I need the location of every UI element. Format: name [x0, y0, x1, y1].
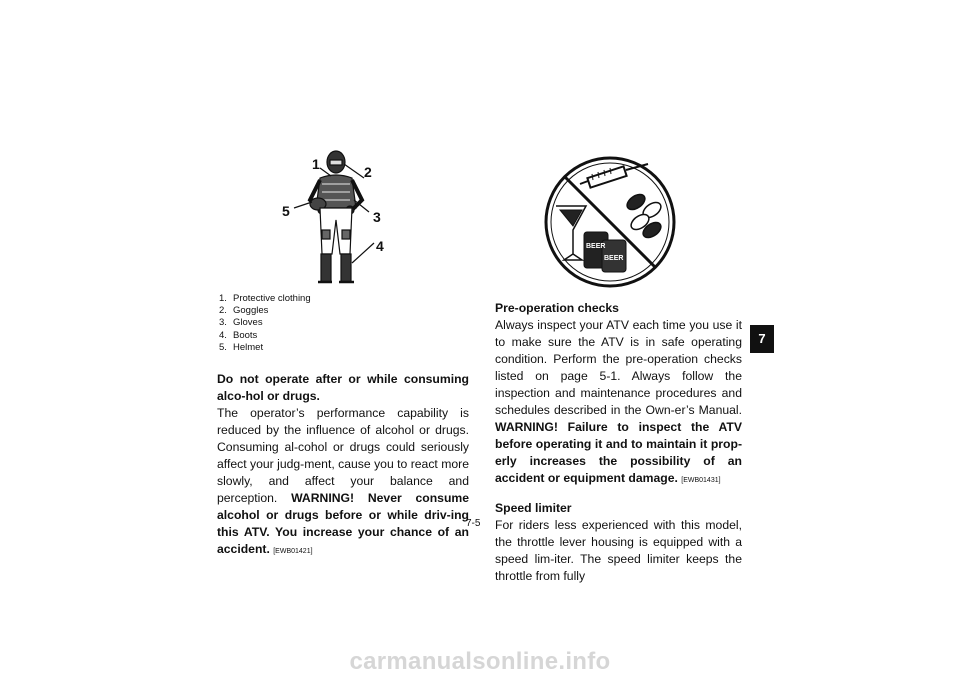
callout-4: 4: [376, 238, 384, 254]
callout-1: 1: [312, 156, 320, 172]
legend-item: 4. Boots: [219, 329, 258, 341]
warning-text: WARNING! Failure to inspect the ATV before operating it and to maintain it prop-erly increases the possibility of an accident or equipment damage.: [495, 420, 742, 485]
can-label-2: BEER: [604, 255, 624, 262]
section-body: Always inspect your ATV each time you use it to make sure the ATV is in safe operating condition. Perform the pre-operation checks listed on page 5-1. Always follow the inspection and maintenance procedures and schedules described in the Own-er’s Manual. WARNING! Failure to inspect the ATV before operating it and to maintain it prop-erly increases the possibility of an accident or equipment damage. [EWB01431]: [495, 318, 742, 485]
can-label-1: BEER: [586, 243, 606, 250]
section-heading: Pre-operation checks: [495, 301, 619, 315]
warning-text: WARNING! Never consume alcohol or drugs before or while driv-ing this ATV. You increase your chance of an accident.: [217, 491, 470, 556]
section-body: For riders less experienced with this model, the throttle lever housing is equipped with a speed lim-iter. The speed limiter keeps the throttle from fully: [495, 518, 742, 583]
callout-2: 2: [364, 164, 372, 180]
legend-item: 2. Goggles: [219, 305, 269, 317]
boot-shape: [321, 254, 331, 282]
legend-item: 5. Helmet: [219, 341, 264, 353]
pills-shape: [624, 191, 663, 240]
section-heading: Do not operate after or while consuming alco-hol or drugs.: [217, 372, 469, 403]
section-heading: Speed limiter: [495, 501, 572, 515]
warning-code: [EWB01431]: [681, 477, 721, 484]
page-number: 7-5: [466, 518, 481, 529]
legend-item: 3. Gloves: [219, 317, 263, 329]
syringe-shape: [580, 164, 648, 188]
pre-operation-section: [495, 300, 742, 585]
footer-watermark: carmanualsonline.info: [349, 648, 611, 675]
callout-3: 3: [373, 209, 381, 225]
section-body: The operator’s performance capability is reduced by the influence of alcohol or drugs. Consuming al-cohol or drugs could seriously affect your judg-ment, cause you to react more slowly, and affect your balance and perception. WARNING! Never consume alcohol or drugs before or while driv-ing this ATV. You increase your chance of an accident. [EWB01421]: [217, 406, 470, 556]
no-drugs-alcohol-sign: [540, 152, 680, 292]
figure-legend: [219, 293, 311, 354]
beer-can-shape: [584, 232, 626, 272]
protective-gear-illustration: [276, 148, 396, 290]
chapter-tab: 7: [750, 325, 774, 353]
callout-5: 5: [282, 203, 290, 219]
warning-code: [EWB01421]: [273, 548, 313, 555]
alcohol-drugs-section: [217, 371, 469, 560]
legend-item: 1. Protective clothing: [219, 293, 311, 304]
